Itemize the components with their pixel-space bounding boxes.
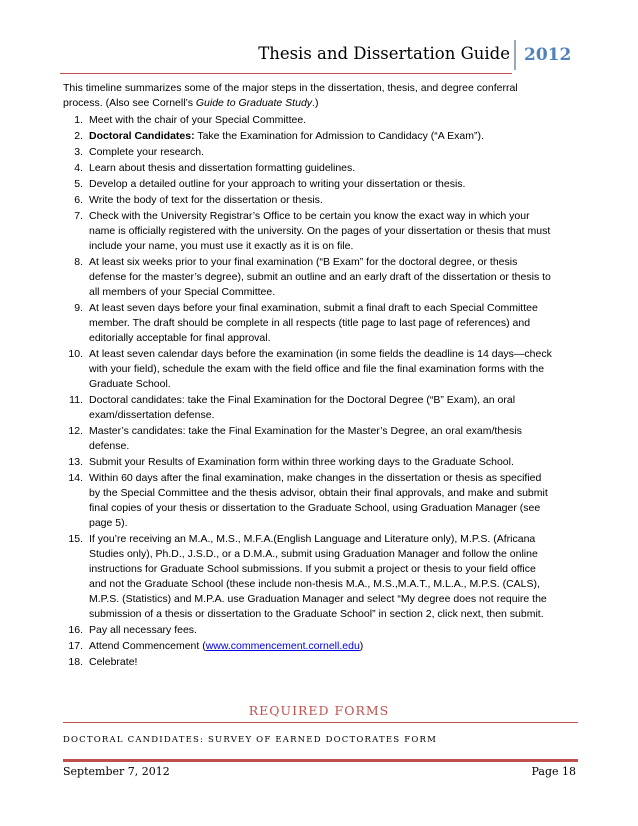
step-text: Learn about thesis and dissertation formatting guidelines.: [89, 162, 356, 174]
step-number: 12.: [68, 425, 83, 437]
list-item: [63, 424, 553, 454]
header-year: 2012: [514, 40, 580, 70]
step-number: 13.: [68, 456, 83, 468]
step-number: 5.: [74, 178, 83, 190]
intro-text-end: .): [312, 97, 319, 109]
intro-paragraph: [63, 81, 553, 111]
list-item: [63, 532, 553, 622]
step-text: Pay all necessary fees.: [89, 624, 197, 636]
list-item: [63, 129, 553, 144]
list-item: [63, 623, 553, 638]
step-text: Attend Commencement (: [89, 640, 206, 652]
list-item: [63, 301, 553, 346]
commencement-link[interactable]: www.commencement.cornell.edu: [205, 640, 360, 652]
step-bold-label: Doctoral Candidates:: [89, 130, 195, 142]
body-content: [63, 81, 553, 671]
step-text: At least seven calendar days before the examination (in some fields the deadline is 14 days—check with your field), schedule the exam with the field office and file the final examination forms with the Graduate School.: [89, 348, 552, 390]
header-title: Thesis and Dissertation Guide: [258, 44, 510, 63]
step-number: 7.: [74, 210, 83, 222]
list-item: [63, 193, 553, 208]
step-text-end: ): [359, 640, 364, 652]
list-item: [63, 393, 553, 423]
list-item: [63, 471, 553, 531]
footer-divider: [63, 759, 578, 762]
step-number: 18.: [68, 656, 83, 668]
step-number: 15.: [68, 533, 83, 545]
step-text: Within 60 days after the final examination, make changes in the dissertation or thesis as specified by the Special Committee and the thesis advisor, obtain their final approvals, and make and submit final copies of your thesis or dissertation to the Graduate School, using Graduation Manager (see page 5).: [89, 472, 548, 529]
step-text: Complete your research.: [89, 146, 204, 158]
list-item: [63, 255, 553, 300]
step-text: Meet with the chair of your Special Committee.: [89, 114, 307, 126]
step-text: Celebrate!: [89, 656, 138, 668]
list-item: [63, 655, 553, 670]
list-item: [63, 113, 553, 128]
step-number: 11.: [69, 394, 83, 406]
step-text: At least six weeks prior to your final examination (“B Exam” for the doctoral degree, or thesis defense for the master’s degree), submit an outline and an early draft of the dissertation or thesis to all members of your Special Committee.: [89, 256, 551, 298]
step-number: 14.: [68, 472, 83, 484]
step-text: Write the body of text for the dissertation or thesis.: [89, 194, 323, 206]
page-header: [60, 40, 580, 74]
list-item: [63, 639, 553, 654]
step-number: 6.: [74, 194, 83, 206]
step-text: Doctoral candidates: take the Final Examination for the Doctoral Degree (“B” Exam), an oral exam/dissertation defense.: [89, 394, 516, 421]
step-text: Develop a detailed outline for your approach to writing your dissertation or thesis.: [89, 178, 466, 190]
list-item: [63, 209, 553, 254]
footer-date: September 7, 2012: [63, 765, 170, 778]
section-divider: [63, 722, 578, 723]
step-number: 10.: [68, 348, 83, 360]
intro-text: This timeline summarizes some of the major steps in the dissertation, thesis, and degree conferral process. (Also see Cornell’s: [63, 82, 518, 109]
step-text: Take the Examination for Admission to Candidacy (“A Exam”).: [194, 130, 484, 142]
step-text: Submit your Results of Examination form within three working days to the Graduate School.: [89, 456, 514, 468]
form-heading: DOCTORAL CANDIDATES: SURVEY OF EARNED DOCTORATES FORM: [63, 735, 437, 745]
step-number: 17.: [68, 640, 83, 652]
step-text: At least seven days before your final examination, submit a final draft to each Special Committee member. The draft should be complete in all respects (title page to last page of references) and editorially acceptable for final approval.: [89, 302, 538, 344]
section-heading-required-forms: REQUIRED FORMS: [248, 703, 390, 718]
step-number: 1.: [74, 114, 83, 126]
step-number: 9.: [74, 302, 83, 314]
list-item: [63, 177, 553, 192]
header-divider: [60, 73, 512, 74]
list-item: [63, 347, 553, 392]
step-number: 3.: [74, 146, 83, 158]
timeline-steps: [63, 113, 553, 670]
step-number: 16.: [68, 624, 83, 636]
list-item: [63, 145, 553, 160]
step-text: Check with the University Registrar’s Office to be certain you know the exact way in which your name is officially registered with the university. On the pages of your dissertation or thesis that must include your name, you must use it exactly as it is on file.: [89, 210, 551, 252]
step-text: Master’s candidates: take the Final Examination for the Master’s Degree, an oral exam/thesis defense.: [89, 425, 522, 452]
step-number: 2.: [74, 130, 83, 142]
step-text: If you’re receiving an M.A., M.S., M.F.A.(English Language and Literature only), M.P.S. (Africana Studies only), Ph.D., J.S.D., or a D.M.A., submit using Graduation Manager and follow the online instructions for Graduate School submissions. If you submit a project or thesis to your field office and not the Graduate School (these include non-thesis M.A., M.S.,M.A.T., M.L.A., M.P.S. (CALS), M.P.S. (Statistics) and M.P.A. use Graduation Manager and select “My degree does not require the submission of a thesis or dissertation to the Graduate School” in section 2, click next, then submit.: [89, 533, 547, 620]
page-number: Page 18: [531, 765, 576, 778]
step-number: 4.: [74, 162, 83, 174]
list-item: [63, 161, 553, 176]
list-item: [63, 455, 553, 470]
step-number: 8.: [74, 256, 83, 268]
intro-guide-title: Guide to Graduate Study: [195, 97, 313, 109]
